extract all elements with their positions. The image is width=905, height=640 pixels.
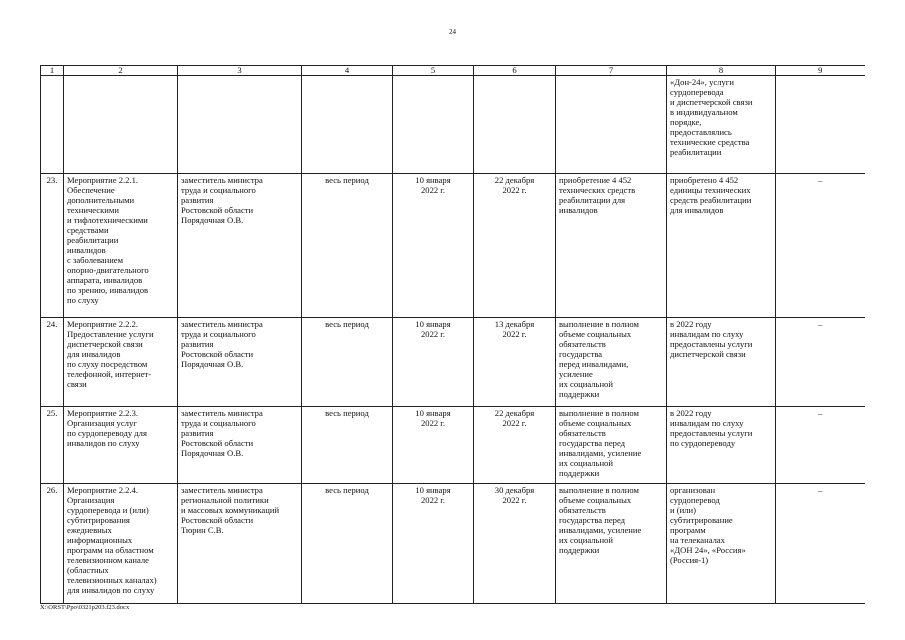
actual-result-cell bbox=[667, 484, 776, 604]
note-cell: – bbox=[776, 484, 865, 604]
result-line: субтитрирование bbox=[670, 515, 733, 525]
expected-line: технических средств bbox=[559, 185, 636, 195]
start-line: 10 января bbox=[415, 485, 451, 495]
event-line: ежедневных bbox=[67, 525, 112, 535]
event-line: и тифлотехническими bbox=[67, 215, 148, 225]
expected-result-cell bbox=[556, 484, 667, 604]
event-line: Мероприятие 2.2.2. bbox=[67, 319, 139, 329]
event-line: телевизионных каналах) bbox=[67, 575, 157, 585]
result-line: «Дон-24», услуги bbox=[670, 77, 734, 87]
responsible-line: заместитель министра bbox=[181, 319, 263, 329]
row-number: 23. bbox=[41, 174, 64, 318]
event-line: программ на областном bbox=[67, 545, 154, 555]
responsible-cell bbox=[178, 407, 302, 484]
event-line: связи bbox=[67, 379, 87, 389]
period-cell: весь период bbox=[302, 484, 393, 604]
event-line: для инвалидов bbox=[67, 349, 121, 359]
responsible-line: Порядочная О.В. bbox=[181, 215, 244, 225]
responsible-line: развития bbox=[181, 195, 214, 205]
responsible-line: заместитель министра bbox=[181, 175, 263, 185]
event-line: дополнительными bbox=[67, 195, 135, 205]
expected-line: государства bbox=[559, 349, 603, 359]
expected-line: выполнение в полном bbox=[559, 485, 639, 495]
result-line: в 2022 году bbox=[670, 319, 712, 329]
responsible-line: заместитель министра bbox=[181, 408, 263, 418]
start-date-cell bbox=[393, 407, 474, 484]
result-line: программ bbox=[670, 525, 706, 535]
start-line: 10 января bbox=[415, 408, 451, 418]
expected-line: объеме социальных bbox=[559, 495, 632, 505]
result-line: (Россия-1) bbox=[670, 555, 709, 565]
expected-line: инвалидов bbox=[559, 205, 598, 215]
table-row bbox=[41, 174, 865, 318]
start-date-cell bbox=[393, 174, 474, 318]
header-cell: 3 bbox=[178, 66, 302, 76]
row-number bbox=[41, 76, 64, 174]
event-line: по зрению, инвалидов bbox=[67, 285, 149, 295]
header-cell: 7 bbox=[556, 66, 667, 76]
end-date-cell bbox=[474, 174, 556, 318]
responsible-line: труда и социального bbox=[181, 185, 256, 195]
event-line: опорно-двигательного bbox=[67, 265, 149, 275]
note-cell: – bbox=[776, 318, 865, 407]
start-line: 10 января bbox=[415, 319, 451, 329]
expected-line: выполнение в полном bbox=[559, 319, 639, 329]
event-line: для инвалидов по слуху bbox=[67, 585, 155, 595]
header-cell: 6 bbox=[474, 66, 556, 76]
responsible-line: труда и социального bbox=[181, 418, 256, 428]
expected-line: перед инвалидами, bbox=[559, 359, 629, 369]
table-row bbox=[41, 76, 865, 174]
result-line: в 2022 году bbox=[670, 408, 712, 418]
header-cell: 2 bbox=[64, 66, 178, 76]
responsible-line: Ростовской области bbox=[181, 515, 254, 525]
event-line: (областных bbox=[67, 565, 109, 575]
result-line: предоставлены услуги bbox=[670, 339, 753, 349]
period-cell: весь период bbox=[302, 174, 393, 318]
end-line: 2022 г. bbox=[502, 185, 527, 195]
event-cell bbox=[64, 76, 178, 174]
expected-result-cell bbox=[556, 407, 667, 484]
row-number: 24. bbox=[41, 318, 64, 407]
expected-line: объеме социальных bbox=[559, 329, 632, 339]
end-date-cell bbox=[474, 318, 556, 407]
event-line: телефонной, интернет- bbox=[67, 369, 152, 379]
responsible-cell bbox=[178, 318, 302, 407]
plan-table bbox=[40, 65, 865, 604]
expected-line: выполнение в полном bbox=[559, 408, 639, 418]
event-line: Мероприятие 2.2.3. bbox=[67, 408, 139, 418]
event-line: Предоставление услуги bbox=[67, 329, 154, 339]
expected-line: обязательств bbox=[559, 428, 606, 438]
header-cell: 1 bbox=[41, 66, 64, 76]
result-line: в индивидуальном bbox=[670, 107, 738, 117]
end-line: 2022 г. bbox=[502, 329, 527, 339]
actual-result-cell bbox=[667, 76, 776, 174]
end-line: 22 декабря bbox=[494, 175, 535, 185]
event-line: по слуху bbox=[67, 295, 99, 305]
responsible-line: и массовых коммуникаций bbox=[181, 505, 280, 515]
expected-result-cell bbox=[556, 76, 667, 174]
start-line: 2022 г. bbox=[420, 418, 446, 428]
event-line: по слуху посредством bbox=[67, 359, 148, 369]
expected-line: государства перед bbox=[559, 438, 626, 448]
responsible-line: заместитель министра bbox=[181, 485, 263, 495]
actual-result-cell bbox=[667, 407, 776, 484]
event-line: средствами bbox=[67, 225, 109, 235]
result-line: диспетчерской связи bbox=[670, 349, 746, 359]
expected-result-cell bbox=[556, 318, 667, 407]
start-line: 10 января bbox=[415, 175, 451, 185]
expected-line: поддержки bbox=[559, 389, 600, 399]
result-line: инвалидам по слуху bbox=[670, 329, 744, 339]
table-row bbox=[41, 318, 865, 407]
start-date-cell bbox=[393, 76, 474, 174]
file-path-footer: X:\ORST\Ppo\0321p203.f23.docx bbox=[40, 604, 130, 611]
result-line: порядке, bbox=[670, 117, 702, 127]
result-line: для инвалидов bbox=[670, 205, 724, 215]
responsible-cell bbox=[178, 484, 302, 604]
event-line: инвалидов bbox=[67, 245, 106, 255]
end-line: 2022 г. bbox=[502, 418, 527, 428]
event-line: Мероприятие 2.2.4. bbox=[67, 485, 139, 495]
header-cell: 8 bbox=[667, 66, 776, 76]
end-line: 2022 г. bbox=[502, 495, 527, 505]
expected-line: их социальной bbox=[559, 379, 613, 389]
result-line: приобретено 4 452 bbox=[670, 175, 739, 185]
start-line: 2022 г. bbox=[420, 495, 446, 505]
start-date-cell bbox=[393, 318, 474, 407]
expected-line: усиление bbox=[559, 369, 593, 379]
note-cell: – bbox=[776, 174, 865, 318]
page-number: 24 bbox=[449, 28, 456, 36]
result-line: реабилитации bbox=[670, 147, 722, 157]
event-cell bbox=[64, 174, 178, 318]
result-line: организован bbox=[670, 485, 716, 495]
actual-result-cell bbox=[667, 318, 776, 407]
end-line: 13 декабря bbox=[494, 319, 535, 329]
event-cell bbox=[64, 318, 178, 407]
end-date-cell bbox=[474, 484, 556, 604]
expected-result-cell bbox=[556, 174, 667, 318]
start-date-cell bbox=[393, 484, 474, 604]
event-cell bbox=[64, 407, 178, 484]
result-line: на телеканалах bbox=[670, 535, 725, 545]
actual-result-cell bbox=[667, 174, 776, 318]
end-line: 30 декабря bbox=[494, 485, 535, 495]
period-cell bbox=[302, 76, 393, 174]
responsible-line: развития bbox=[181, 428, 214, 438]
end-date-cell bbox=[474, 407, 556, 484]
header-row bbox=[41, 66, 865, 76]
responsible-line: региональной политики bbox=[181, 495, 269, 505]
result-line: и (или) bbox=[670, 505, 696, 515]
end-line: 22 декабря bbox=[494, 408, 535, 418]
event-line: телевизионном канале bbox=[67, 555, 149, 565]
event-line: Мероприятие 2.2.1. bbox=[67, 175, 139, 185]
result-line: сурдоперевод bbox=[670, 495, 720, 505]
event-line: Организация услуг bbox=[67, 418, 137, 428]
event-line: инвалидов по слуху bbox=[67, 438, 140, 448]
event-line: Обеспечение bbox=[67, 185, 115, 195]
result-line: сурдоперевода bbox=[670, 87, 724, 97]
row-number: 26. bbox=[41, 484, 64, 604]
result-line: и диспетчерской связи bbox=[670, 97, 753, 107]
row-number: 25. bbox=[41, 407, 64, 484]
result-line: средств реабилитации bbox=[670, 195, 752, 205]
event-line: с заболеванием bbox=[67, 255, 124, 265]
event-line: диспетчерской связи bbox=[67, 339, 143, 349]
responsible-cell bbox=[178, 76, 302, 174]
result-line: предоставлялись bbox=[670, 127, 732, 137]
event-line: сурдоперевода и (или) bbox=[67, 505, 149, 515]
header-cell: 9 bbox=[776, 66, 865, 76]
expected-line: поддержки bbox=[559, 468, 600, 478]
responsible-line: труда и социального bbox=[181, 329, 256, 339]
end-date-cell bbox=[474, 76, 556, 174]
expected-line: объеме социальных bbox=[559, 418, 632, 428]
event-cell bbox=[64, 484, 178, 604]
expected-line: их социальной bbox=[559, 535, 613, 545]
table-row bbox=[41, 407, 865, 484]
note-cell bbox=[776, 76, 865, 174]
responsible-cell bbox=[178, 174, 302, 318]
period-cell: весь период bbox=[302, 318, 393, 407]
result-line: единицы технических bbox=[670, 185, 751, 195]
event-line: реабилитации bbox=[67, 235, 119, 245]
responsible-line: Порядочная О.В. bbox=[181, 448, 244, 458]
expected-line: реабилитации для bbox=[559, 195, 626, 205]
period-cell: весь период bbox=[302, 407, 393, 484]
header-cell: 4 bbox=[302, 66, 393, 76]
expected-line: инвалидами, усиление bbox=[559, 525, 642, 535]
result-line: «ДОН 24», «Россия» bbox=[670, 545, 746, 555]
result-line: технические средства bbox=[670, 137, 750, 147]
expected-line: их социальной bbox=[559, 458, 613, 468]
result-line: по сурдопереводу bbox=[670, 438, 736, 448]
event-line: информационных bbox=[67, 535, 133, 545]
start-line: 2022 г. bbox=[420, 185, 446, 195]
responsible-line: развития bbox=[181, 339, 214, 349]
table-row bbox=[41, 484, 865, 604]
event-line: субтитрирования bbox=[67, 515, 130, 525]
result-line: инвалидам по слуху bbox=[670, 418, 744, 428]
responsible-line: Ростовской области bbox=[181, 205, 254, 215]
event-line: по сурдопереводу для bbox=[67, 428, 147, 438]
expected-line: инвалидами, усиление bbox=[559, 448, 642, 458]
responsible-line: Ростовской области bbox=[181, 349, 254, 359]
expected-line: поддержки bbox=[559, 545, 600, 555]
expected-line: государства перед bbox=[559, 515, 626, 525]
responsible-line: Порядочная О.В. bbox=[181, 359, 244, 369]
header-cell: 5 bbox=[393, 66, 474, 76]
expected-line: обязательств bbox=[559, 505, 606, 515]
expected-line: приобретение 4 452 bbox=[559, 175, 632, 185]
responsible-line: Ростовской области bbox=[181, 438, 254, 448]
event-line: техническими bbox=[67, 205, 119, 215]
responsible-line: Тюрин С.В. bbox=[181, 525, 224, 535]
event-line: Организация bbox=[67, 495, 115, 505]
expected-line: обязательств bbox=[559, 339, 606, 349]
note-cell: – bbox=[776, 407, 865, 484]
start-line: 2022 г. bbox=[420, 329, 446, 339]
event-line: аппарата, инвалидов bbox=[67, 275, 143, 285]
result-line: предоставлены услуги bbox=[670, 428, 753, 438]
